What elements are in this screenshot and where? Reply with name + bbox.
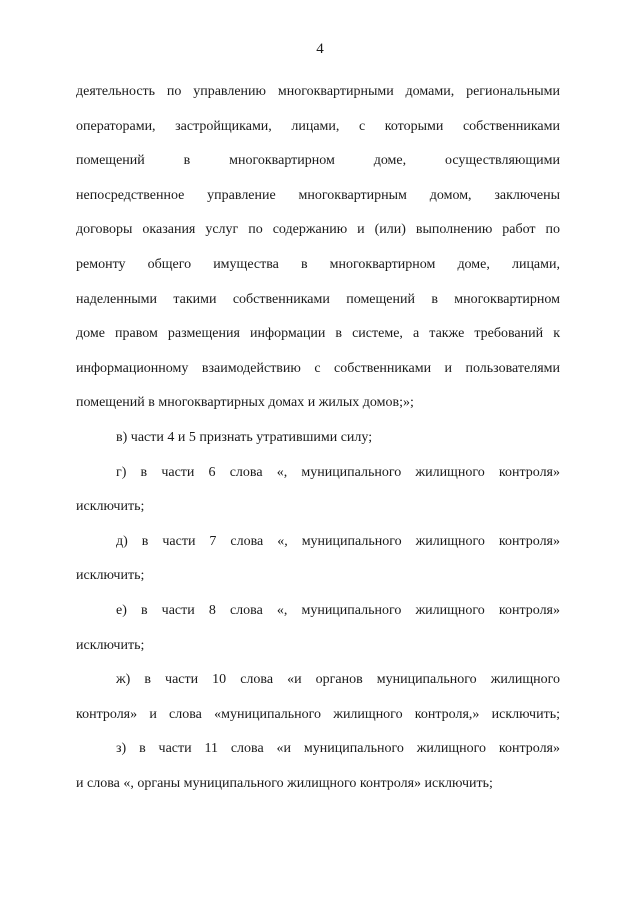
- text-line: операторами, застройщиками, лицами, с которыми собственниками: [76, 118, 560, 134]
- text-line: непосредственное управление многоквартирным домом, заключены: [76, 187, 560, 203]
- text-line: ремонту общего имущества в многоквартирном доме, лицами,: [76, 256, 560, 272]
- text-line: исключить;: [76, 637, 145, 653]
- document-body: [76, 81, 560, 807]
- text-line: информационному взаимодействию с собственниками и пользователями: [76, 360, 560, 376]
- text-line: в) части 4 и 5 признать утратившими силу;: [116, 429, 373, 445]
- text-line: исключить;: [76, 499, 145, 515]
- page-number: 4: [316, 41, 324, 57]
- text-line: помещений в многоквартирных домах и жилых домов;»;: [76, 395, 414, 411]
- text-line: е) в части 8 слова «, муниципального жилищного контроля»: [116, 602, 560, 618]
- text-line: и слова «, органы муниципального жилищного контроля» исключить;: [76, 775, 493, 791]
- text-line: исключить;: [76, 568, 145, 584]
- text-line: помещений в многоквартирном доме, осуществляющими: [76, 153, 560, 169]
- text-line: контроля» и слова «муниципального жилищного контроля,» исключить;: [76, 706, 560, 722]
- text-line: г) в части 6 слова «, муниципального жилищного контроля»: [116, 464, 560, 480]
- text-line: доме правом размещения информации в системе, а также требований к: [76, 326, 560, 342]
- text-line: договоры оказания услуг по содержанию и (или) выполнению работ по: [76, 222, 560, 238]
- text-line: ж) в части 10 слова «и органов муниципального жилищного: [116, 672, 560, 688]
- text-line: наделенными такими собственниками помещений в многоквартирном: [76, 291, 560, 307]
- text-line: з) в части 11 слова «и муниципального жилищного контроля»: [116, 741, 560, 757]
- text-line: д) в части 7 слова «, муниципального жилищного контроля»: [116, 533, 560, 549]
- text-line: деятельность по управлению многоквартирными домами, региональными: [76, 84, 560, 99]
